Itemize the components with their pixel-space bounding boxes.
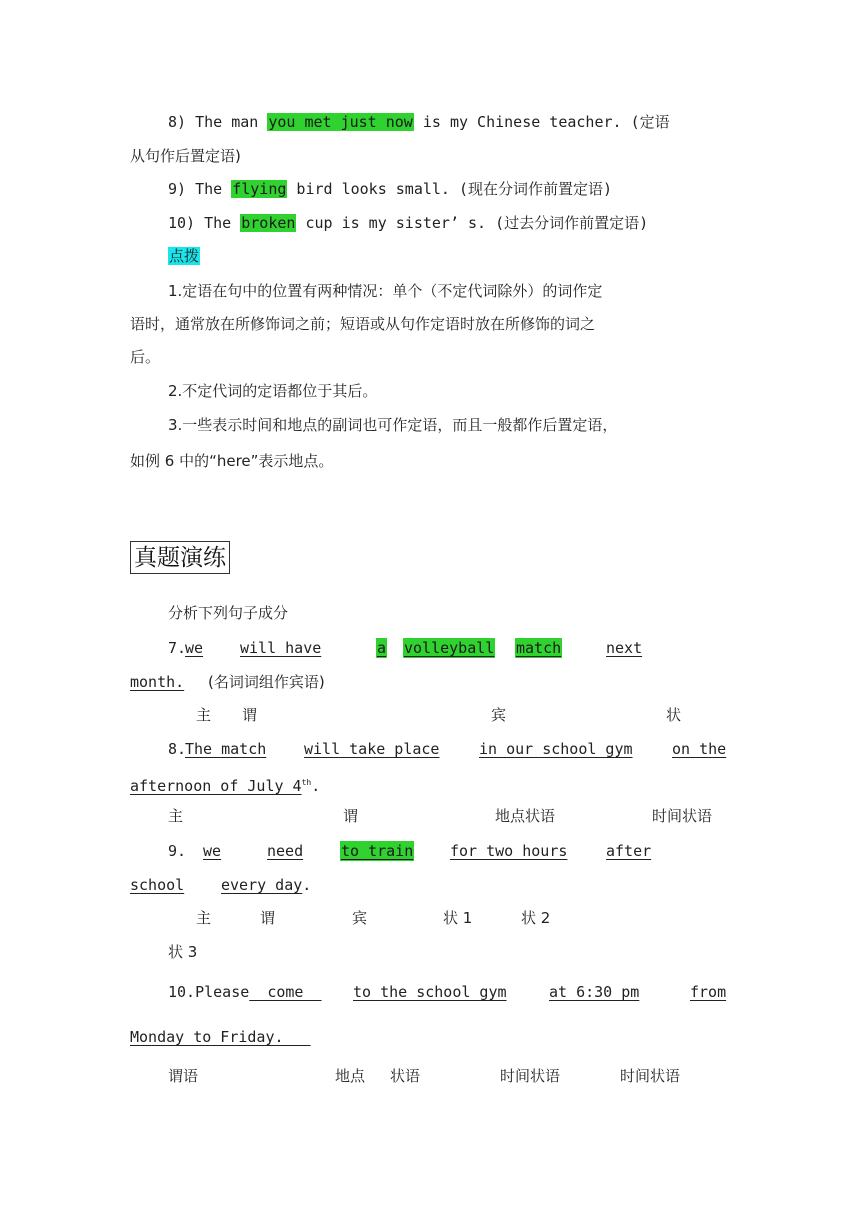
q9-word-after: after: [606, 842, 652, 860]
q8-word-will-take-place: will take place: [304, 740, 440, 758]
q9-end: .: [302, 876, 312, 894]
q8-number: 8.: [168, 740, 187, 758]
q10-word-at-630pm: at 6:30 pm: [549, 983, 640, 1001]
example-9: [168, 179, 612, 199]
tip-p1-line2: 语时，通常放在所修饰词之前；短语或从句作定语时放在所修饰的词之: [130, 315, 596, 333]
q7-label-predicate: 谓: [242, 706, 258, 724]
tip-p1-line1: 1.定语在句中的位置有两种情况：单个（不定代词除外）的词作定: [168, 282, 603, 300]
q8-superscript: th: [301, 778, 312, 787]
q8-label-predicate: 谓: [343, 807, 359, 825]
q9-word-school: school: [130, 876, 185, 894]
example-8-highlight: you met just now: [268, 113, 413, 131]
section-title: 真题演练: [130, 541, 230, 574]
q10-word-to-the-school-gym: to the school gym: [353, 983, 507, 1001]
example-10-suffix: cup is my sister’ s. (过去分词作前置定语): [296, 214, 649, 232]
q9-label-object: 宾: [352, 909, 368, 927]
tip-p1-line3: 后。: [130, 348, 161, 366]
q9-word-to-train: to train: [341, 842, 414, 860]
tip-p3-line2: 如例 6 中的“here”表示地点。: [130, 452, 334, 470]
q10-line1-start: [168, 982, 322, 1002]
example-9-highlight: flying: [232, 180, 287, 198]
example-8-line2: 从句作后置定语): [130, 147, 241, 165]
q10-word-please: Please: [195, 983, 250, 1001]
q9-label-adverbial-2: 状 2: [521, 909, 551, 927]
q7-label-subject: 主: [196, 706, 212, 724]
q8-word-in-our-school-gym: in our school gym: [479, 740, 633, 758]
q10-word-come: come: [249, 983, 322, 1001]
tip-label-text: 点拨: [169, 247, 200, 265]
q10-label-predicate: 谓语: [168, 1067, 199, 1085]
q9-label-predicate: 谓: [260, 909, 276, 927]
q9-number: 9.: [168, 842, 187, 860]
q7-word-a: a: [377, 639, 387, 657]
example-9-prefix: 9) The: [168, 180, 232, 198]
q10-word-monday-to-friday: Monday to Friday.: [130, 1028, 311, 1046]
q8-label-time: 时间状语: [652, 807, 713, 825]
example-10-prefix: 10) The: [168, 214, 241, 232]
instruction: 分析下列句子成分: [168, 604, 289, 622]
q8-line2: [130, 773, 320, 796]
q10-label-time-2: 时间状语: [620, 1067, 681, 1085]
q9-label-adverbial-1: 状 1: [443, 909, 473, 927]
tip-label: [168, 246, 200, 266]
q8-label-subject: 主: [168, 807, 184, 825]
q7-word-month: month.: [130, 673, 185, 691]
example-8-prefix: 8) The man: [168, 113, 268, 131]
q7-note: (名词词组作宾语): [208, 673, 325, 691]
tip-p2: 2.不定代词的定语都位于其后。: [168, 382, 378, 400]
q10-label-adverbial: 状语: [390, 1067, 421, 1085]
q7-word-we: we: [185, 639, 204, 657]
q8-word-the-match: The match: [185, 740, 267, 758]
example-8-line1: [168, 112, 670, 132]
q10-label-place: 地点: [335, 1067, 366, 1085]
q7-word-next: next: [606, 639, 643, 657]
q7-word-volleyball: volleyball: [404, 639, 495, 657]
q8-label-place: 地点状语: [495, 807, 556, 825]
q9-line2-tail: [221, 875, 311, 895]
example-9-suffix: bird looks small. (现在分词作前置定语): [287, 180, 613, 198]
q9-label-subject: 主: [196, 909, 212, 927]
q8-end: .: [311, 777, 321, 795]
q7-label-object: 宾: [491, 706, 507, 724]
q10-label-time-1: 时间状语: [500, 1067, 561, 1085]
q7-number: 7.: [168, 639, 187, 657]
q7-word-will-have: will have: [240, 639, 322, 657]
example-8-suffix: is my Chinese teacher. (定语: [413, 113, 670, 131]
q10-number: 10.: [168, 983, 196, 1001]
q7-word-match: match: [516, 639, 562, 657]
q9-word-we: we: [203, 842, 222, 860]
example-10: [168, 213, 648, 233]
example-10-highlight: broken: [241, 214, 296, 232]
q9-label-adverbial-3: 状 3: [168, 943, 198, 961]
q9-word-every-day: every day: [221, 876, 303, 894]
q7-label-adverbial: 状: [666, 706, 682, 724]
q9-word-for-two-hours: for two hours: [450, 842, 568, 860]
q10-word-from: from: [690, 983, 727, 1001]
q9-word-need: need: [267, 842, 304, 860]
tip-p3-line1: 3.一些表示时间和地点的副词也可作定语，而且一般都作后置定语，: [168, 416, 618, 434]
q8-word-afternoon: afternoon of July 4: [130, 777, 302, 795]
q8-word-on-the: on the: [672, 740, 727, 758]
